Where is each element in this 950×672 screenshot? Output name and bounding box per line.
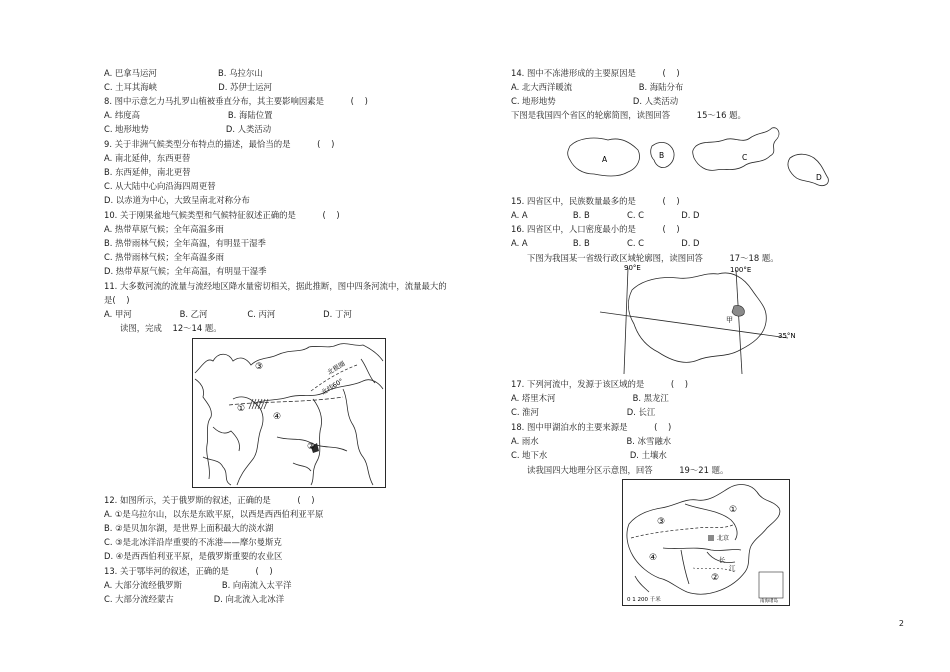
q18-options-cd: C. 地下水 D. 土壤水 xyxy=(511,450,667,460)
q9-option-a: A. 南北延伸，东西更替 xyxy=(104,153,191,163)
q14-options-cd: C. 地形地势 D. 人类活动 xyxy=(511,96,679,106)
russia-label-arctic-circle: 北极圈 xyxy=(325,359,347,377)
page-number: 2 xyxy=(898,619,904,628)
china-region-label-3: ③ xyxy=(657,517,666,527)
q11-stem-cont: 是( ) xyxy=(104,295,130,305)
beijing-label: 北京 xyxy=(717,535,730,542)
q12-option-d: D. ④是西西伯利亚平原，是俄罗斯重要的农业区 xyxy=(104,551,283,561)
changjiang-label-1: 长 xyxy=(719,556,726,564)
q15-16-intro: 下图是我国四个省区的轮廓简图，读图回答 15～16 题。 xyxy=(511,110,746,120)
q8-options-cd: C. 地形地势 D. 人类活动 xyxy=(104,124,272,134)
russia-map-drawing xyxy=(193,339,385,487)
china-regions-map xyxy=(622,479,790,606)
q12-option-b: B. ②是贝加尔湖，是世界上面积最大的淡水湖 xyxy=(104,523,274,533)
china-regions-drawing xyxy=(623,480,789,605)
q10-option-c: C. 热带雨林气候；全年高温多雨 xyxy=(104,252,225,262)
q17-options-cd: C. 淮河 D. 长江 xyxy=(511,407,656,417)
q12-14-intro: 读图，完成 12～14 题。 xyxy=(104,323,222,333)
q15-options: A. A B. B C. C D. D xyxy=(511,210,700,220)
q13-options-ab: A. 大部分流经俄罗斯 B. 向南流入太平洋 xyxy=(104,580,292,590)
q16-options: A. A B. B C. C D. D xyxy=(511,238,700,248)
q12-option-c: C. ③是北冰洋沿岸重要的不冻港——摩尔曼斯克 xyxy=(104,537,282,547)
q11-stem: 11. 大多数河流的流量与流经地区降水量密切相关，据此推断，图中四条河流中，流量最大的 xyxy=(104,281,447,291)
province-label-a: A xyxy=(602,155,608,164)
china-region-label-4: ④ xyxy=(649,553,658,563)
q18-options-ab: A. 雨水 B. 冰雪融水 xyxy=(511,436,672,446)
province-grid-map xyxy=(598,262,812,374)
province-outlines-map xyxy=(564,124,844,192)
q8-options-ab: A. 纬度高 B. 海陆位置 xyxy=(104,110,273,120)
q16-stem: 16. 四省区中，人口密度最小的是 ( ) xyxy=(511,224,680,234)
china-region-label-2: ② xyxy=(711,573,720,583)
lake-jia-label: 甲 xyxy=(726,316,733,324)
q9-stem: 9. 关于非洲气候类型分布特点的描述，最恰当的是 ( ) xyxy=(104,139,335,149)
province-label-c: C xyxy=(742,153,748,162)
q14-stem: 14. 图中不冻港形成的主要原因是 ( ) xyxy=(511,68,680,78)
q15-stem: 15. 四省区中，民族数量最多的是 ( ) xyxy=(511,196,680,206)
q19-21-intro: 读我国四大地理分区示意图，回答 19～21 题。 xyxy=(511,465,729,475)
q10-option-a: A. 热带草原气候；全年高温多雨 xyxy=(104,224,224,234)
q11-options: A. 甲河 B. 乙河 C. 丙河 D. 丁河 xyxy=(104,309,352,319)
longitude-label-100e: 100°E xyxy=(730,266,752,274)
q17-options-ab: A. 塔里木河 B. 黑龙江 xyxy=(511,393,669,403)
q18-stem: 18. 图中甲湖泊水的主要来源是 ( ) xyxy=(511,422,672,432)
q13-stem: 13. 关于鄂毕河的叙述，正确的是 ( ) xyxy=(104,566,273,576)
q17-18-intro: 下图为我国某一省级行政区域轮廓图，读图回答 17～18 题。 xyxy=(511,253,779,263)
south-china-sea-inset-label: 南海诸岛 xyxy=(760,599,778,604)
russia-label-2: ② xyxy=(307,442,316,452)
china-region-label-1: ① xyxy=(729,505,738,515)
q7-options-cd: C. 土耳其海峡 D. 苏伊士运河 xyxy=(104,82,272,92)
russia-label-4: ④ xyxy=(273,412,282,422)
province-label-d: D xyxy=(816,173,822,182)
latitude-label-35n: 35°N xyxy=(778,332,796,340)
province-label-b: B xyxy=(659,151,665,160)
q12-stem: 12. 如图所示，关于俄罗斯的叙述，正确的是 ( ) xyxy=(104,495,315,505)
russia-map xyxy=(192,338,386,488)
q9-option-c: C. 从大陆中心向沿海四周更替 xyxy=(104,181,216,191)
q12-option-a: A. ①是乌拉尔山，以东是东欧平原，以西是西西伯利亚平原 xyxy=(104,509,324,519)
q14-options-ab: A. 北大西洋暖流 B. 海陆分布 xyxy=(511,82,684,92)
russia-label-3: ③ xyxy=(255,362,264,372)
q13-options-cd: C. 大部分流经蒙古 D. 向北流入北冰洋 xyxy=(104,594,285,604)
q10-option-b: B. 热带雨林气候；全年高温，有明显干湿季 xyxy=(104,238,266,248)
q9-option-d: D. 以赤道为中心，大致呈南北对称分布 xyxy=(104,195,250,205)
changjiang-label-2: 江 xyxy=(729,564,736,572)
scale-bar-label: 0 1 200 千米 xyxy=(627,597,661,603)
q7-options-ab: A. 巴拿马运河 B. 乌拉尔山 xyxy=(104,68,263,78)
q10-stem: 10. 关于刚果盆地气候类型和气候特征叙述正确的是 ( ) xyxy=(104,210,340,220)
longitude-label-90e: 90°E xyxy=(624,264,641,272)
q8-stem: 8. 图中示意乞力马扎罗山植被垂直分布，其主要影响因素是 ( ) xyxy=(104,96,368,106)
russia-label-lat60: 北纬60° xyxy=(319,376,345,397)
q17-stem: 17. 下列河流中，发源于该区域的是 ( ) xyxy=(511,379,689,389)
q10-option-d: D. 热带草原气候；全年高温，有明显干湿季 xyxy=(104,266,267,276)
russia-label-1: ① xyxy=(237,404,246,414)
q9-option-b: B. 东西延伸，南北更替 xyxy=(104,167,191,177)
